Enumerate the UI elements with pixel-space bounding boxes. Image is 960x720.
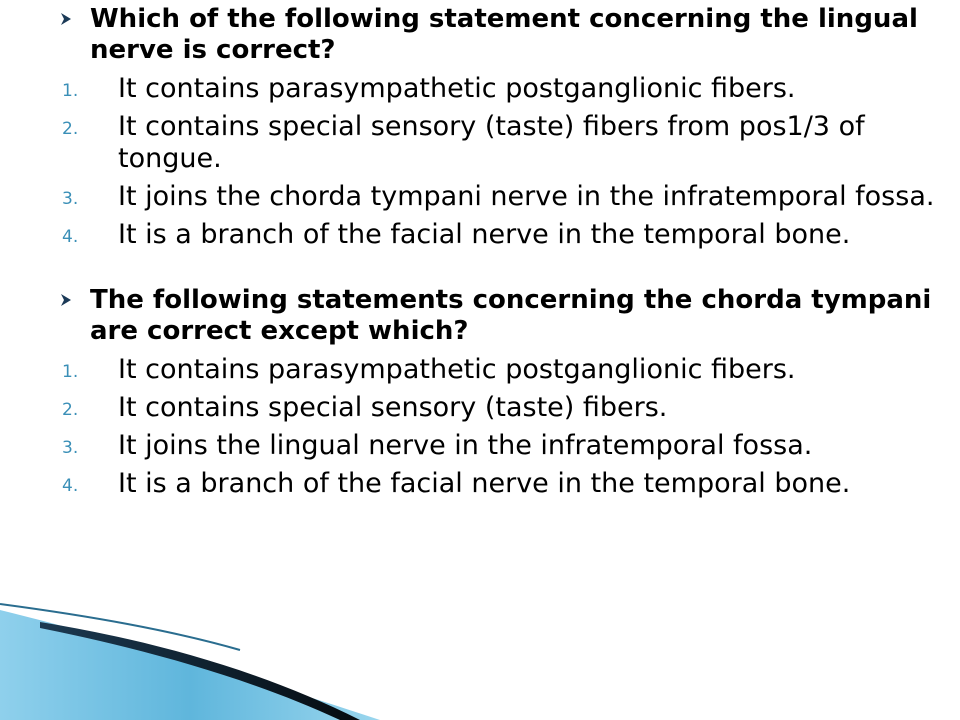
option-text: It joins the lingual nerve in the infratemporal fossa. [118,430,813,461]
option-text: It contains parasympathetic postganglionic fibers. [118,354,796,385]
question-stem-text: The following statements concerning the chorda tympani are correct except which? [90,285,932,346]
question-2 [58,285,938,500]
question-stem [58,4,938,66]
answer-option [58,111,938,175]
question-stem-text: Which of the following statement concerning the lingual nerve is correct? [90,4,918,65]
option-text: It contains special sensory (taste) fibers from pos1/3 of tongue. [118,111,865,174]
option-number: 4. [62,227,79,247]
answer-option [58,468,938,500]
option-text: It contains parasympathetic postganglionic fibers. [118,73,796,104]
answer-options [58,354,938,500]
option-number: 2. [62,400,79,420]
slide-content [58,4,938,506]
answer-option [58,219,938,251]
answer-option [58,73,938,105]
arrowhead-bullet-icon [60,13,72,25]
option-number: 1. [62,362,79,382]
option-number: 4. [62,476,79,496]
answer-option [58,354,938,386]
option-text: It is a branch of the facial nerve in the temporal bone. [118,219,851,250]
option-text: It joins the chorda tympani nerve in the infratemporal fossa. [118,181,935,212]
answer-options [58,73,938,251]
answer-option [58,181,938,213]
arrowhead-bullet-icon [60,294,72,306]
option-number: 3. [62,189,79,209]
option-number: 3. [62,438,79,458]
answer-option [58,392,938,424]
option-text: It is a branch of the facial nerve in the temporal bone. [118,468,851,499]
option-number: 2. [62,119,79,139]
question-1 [58,4,938,251]
question-stem [58,285,938,347]
answer-option [58,430,938,462]
option-text: It contains special sensory (taste) fibers. [118,392,668,423]
option-number: 1. [62,81,79,101]
